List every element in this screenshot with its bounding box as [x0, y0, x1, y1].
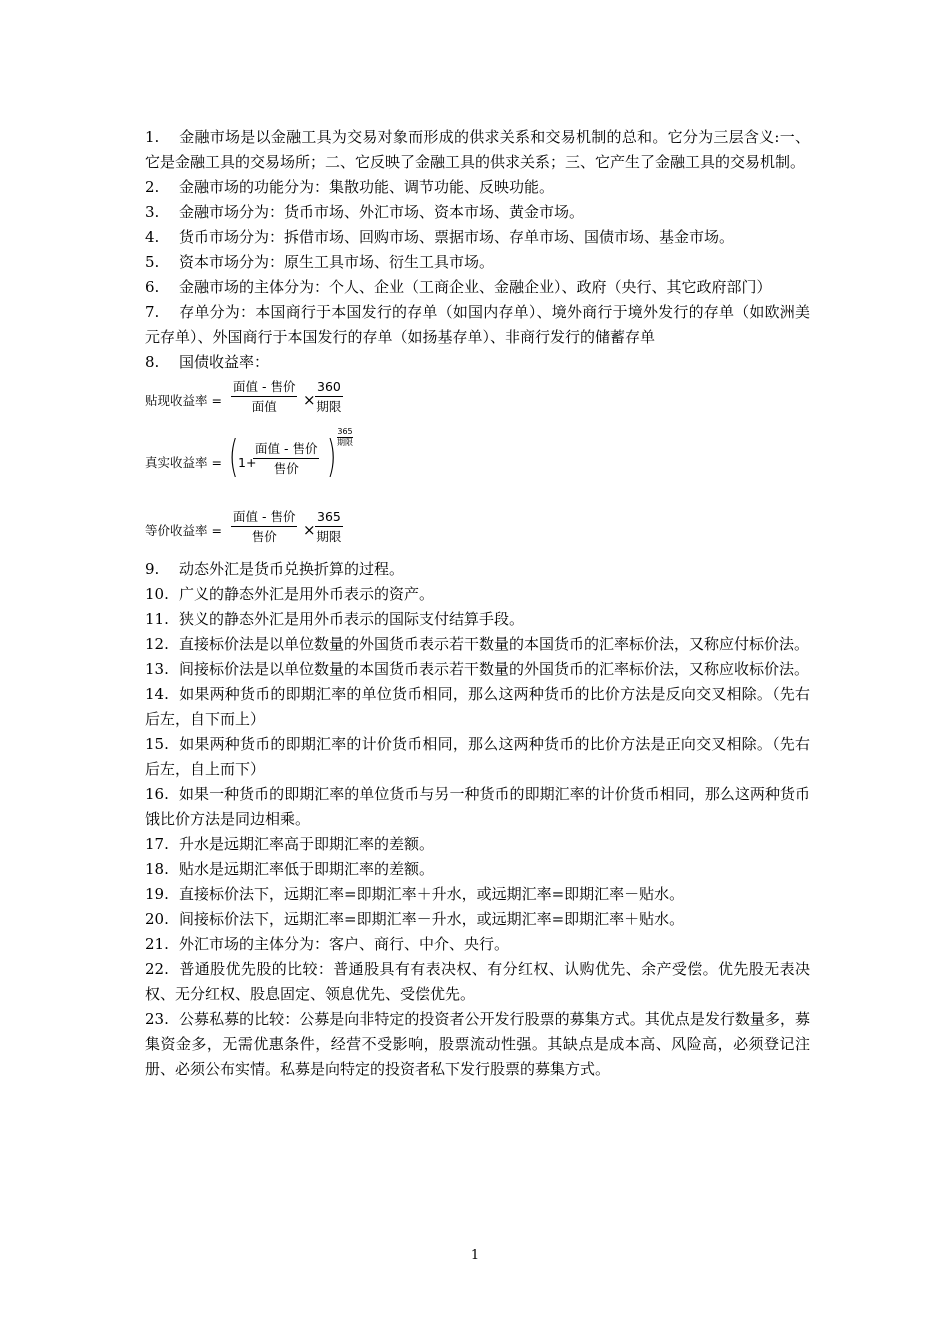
list-item: 13. 间接标价法是以单位数量的本国货币表示若干数量的外国货币的汇率标价法，又称应收标价法。: [145, 660, 810, 678]
formula-fraction: 365 期限: [316, 509, 342, 544]
multiply-sign: ×: [303, 391, 316, 409]
list-item: 11. 狭义的静态外汇是用外币表示的国际支付结算手段。: [145, 610, 525, 628]
formula-fraction: 面值 - 售价 售价: [255, 441, 318, 476]
list-item: 5. 资本市场分为：原生工具市场、衍生工具市场。: [145, 253, 495, 271]
list-item: 8. 国债收益率：: [145, 353, 270, 371]
list-item: 19. 直接标价法下，远期汇率=即期汇率＋升水，或远期汇率=即期汇率－贴水。: [145, 885, 685, 903]
formula-fraction: 面值 - 售价 面值: [233, 379, 296, 414]
formula-label: 真实收益率 =: [145, 455, 222, 470]
list-item: 22. 普通股优先股的比较：普通股具有有表决权、有分红权、认购优先、余产受偿。优先股无表决权、无分红权、股息固定、领息优先、受偿优先。: [145, 960, 810, 1003]
formula-label: 贴现收益率 =: [145, 393, 222, 408]
list-item: 21. 外汇市场的主体分为：客户、商行、中介、央行。: [145, 935, 510, 953]
list-item: 16. 如果一种货币的即期汇率的单位货币与另一种货币的即期汇率的计价货币相同，那么这两种货币饿比价方法是同边相乘。: [145, 785, 810, 828]
multiply-sign: ×: [303, 521, 316, 539]
list-item: 2. 金融市场的功能分为：集散功能、调节功能、反映功能。: [145, 178, 555, 196]
left-paren: (: [228, 431, 239, 482]
list-item: 14. 如果两种货币的即期汇率的单位货币相同，那么这两种货币的比价方法是反向交叉相除。（先右后左，自下而上）: [145, 685, 810, 728]
formula-fraction: 360 期限: [316, 379, 342, 414]
list-item: 4. 货币市场分为：拆借市场、回购市场、票据市场、存单市场、国债市场、基金市场。: [145, 228, 735, 246]
list-item: 23. 公募私募的比较：公募是向非特定的投资者公开发行股票的募集方式。其优点是发行数量多，募集资金多，无需优惠条件，经营不受影响，股票流动性强。其缺点是成本高、风险高，必须登记注册、必须公布实情。私募是向特定的投资者私下发行股票的募集方式。: [145, 1010, 810, 1078]
list-item: 10. 广义的静态外汇是用外币表示的资产。: [145, 585, 435, 603]
list-item: 15. 如果两种货币的即期汇率的计价货币相同，那么这两种货币的比价方法是正向交叉相除。（先右后左，自上而下）: [145, 735, 810, 778]
list-item: 17. 升水是远期汇率高于即期汇率的差额。: [145, 835, 435, 853]
formula-fraction: 面值 - 售价 售价: [233, 509, 296, 544]
list-item: 12. 直接标价法是以单位数量的外国货币表示若干数量的本国货币的汇率标价法，又称应付标价法。: [145, 635, 810, 653]
formula-term: 1+: [238, 455, 257, 470]
page-number: 1: [470, 1248, 480, 1263]
list-item: 6. 金融市场的主体分为：个人、企业（工商企业、金融企业）、政府（央行、其它政府部门）: [145, 278, 772, 296]
list-item: 1. 金融市场是以金融工具为交易对象而形成的供求关系和交易机制的总和。它分为三层含义:一、它是金融工具的交易场所；二、它反映了金融工具的供求关系；三、它产生了金融工具的交易机制。: [145, 128, 810, 171]
list-item: 18. 贴水是远期汇率低于即期汇率的差额。: [145, 860, 435, 878]
list-item: 20. 间接标价法下，远期汇率=即期汇率－升水，或远期汇率=即期汇率＋贴水。: [145, 910, 685, 928]
document-body: [145, 125, 810, 1082]
list-item: 7. 存单分为：本国商行于本国发行的存单（如国内存单）、境外商行于境外发行的存单（如欧洲美元存单）、外国商行于本国发行的存单（如扬基存单）、非商行发行的储蓄存单: [145, 303, 810, 346]
formula-equivalent-yield: [145, 507, 810, 549]
list-item: 9. 动态外汇是货币兑换折算的过程。: [145, 560, 405, 578]
formula-label: 等价收益率 =: [145, 523, 222, 538]
formula-real-yield: [145, 427, 810, 485]
right-paren: ): [326, 431, 337, 482]
formula-discount-yield: [145, 377, 810, 419]
exponent-fraction: 365 期限: [337, 427, 353, 447]
list-item: 3. 金融市场分为：货币市场、外汇市场、资本市场、黄金市场。: [145, 203, 585, 221]
